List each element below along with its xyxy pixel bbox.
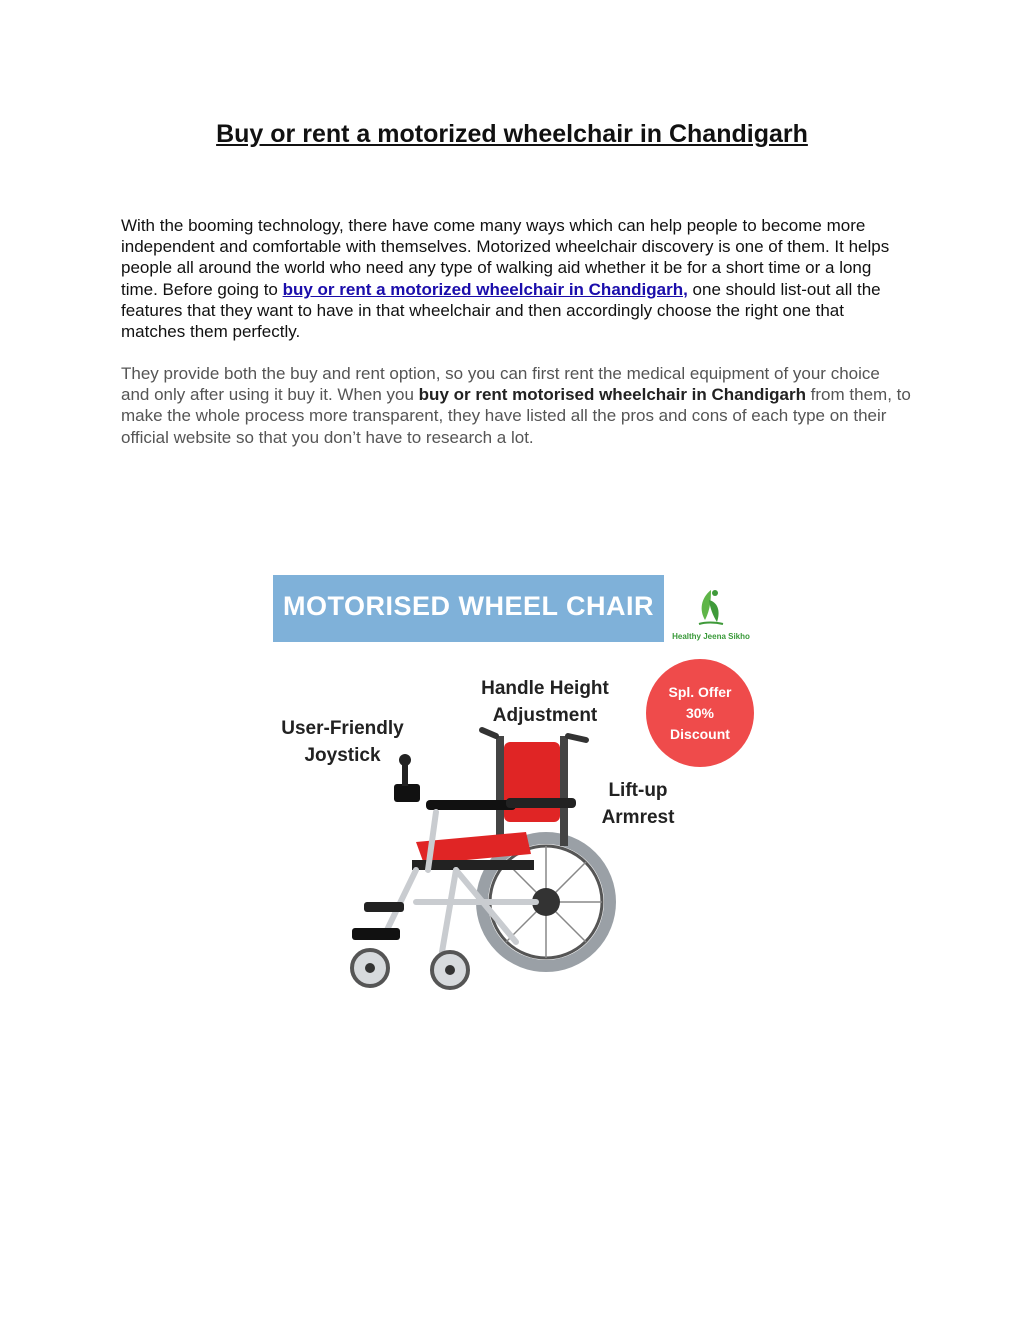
- banner-title: MOTORISED WHEEL CHAIR: [282, 591, 655, 621]
- options-text-end: from them, to make the whole process more transparent, they have listed all the pros and cons of each type on their official website so that you don’t have to research a lot.: [121, 385, 911, 447]
- handle-label-line2: Adjustment: [492, 705, 598, 726]
- figure-banner: [273, 575, 664, 642]
- offer-line1: Spl. Offer: [668, 683, 732, 700]
- intro-text-start: With the booming technology, there have come many ways which can help people to become more independent and comfortable with themselves. Motorized wheelchair discovery is one of them. It helps people all around the world who need any type of walking aid whether it be for a short time or a long time. Before going to: [121, 216, 890, 299]
- logo-caption: Healthy Jeena Sikho: [672, 632, 750, 641]
- page-title: Buy or rent a motorized wheelchair in Chandigarh: [216, 120, 808, 148]
- offer-line2: 30%: [685, 704, 715, 721]
- joystick-label-line1: User-Friendly: [281, 718, 404, 739]
- options-text-start: They provide both the buy and rent option, so you can first rent the medical equipment of your choice and only after using it buy it. When you: [121, 364, 880, 405]
- armrest-label-line1: Lift-up: [608, 780, 668, 801]
- buy-rent-link[interactable]: buy or rent a motorized wheelchair in Chandigarh,: [282, 279, 688, 299]
- offer-line3: Discount: [670, 725, 730, 742]
- wheelchair-illustration: [346, 702, 636, 992]
- handle-label-line1: Handle Height: [481, 678, 609, 699]
- offer-badge: [646, 659, 754, 767]
- options-paragraph: [121, 363, 911, 448]
- options-bold-phrase: buy or rent motorised wheelchair in Chandigarh: [418, 385, 806, 405]
- leaf-logo-icon: [665, 584, 757, 632]
- joystick-label-line2: Joystick: [304, 745, 381, 766]
- intro-paragraph: [121, 215, 911, 342]
- intro-text-end: one should list-out all the features that they want to have in that wheelchair and then accordingly choose the right one that matches them perfectly.: [121, 279, 881, 342]
- brand-logo: [665, 584, 757, 646]
- product-figure: [270, 572, 760, 992]
- armrest-label-line2: Armrest: [601, 807, 675, 828]
